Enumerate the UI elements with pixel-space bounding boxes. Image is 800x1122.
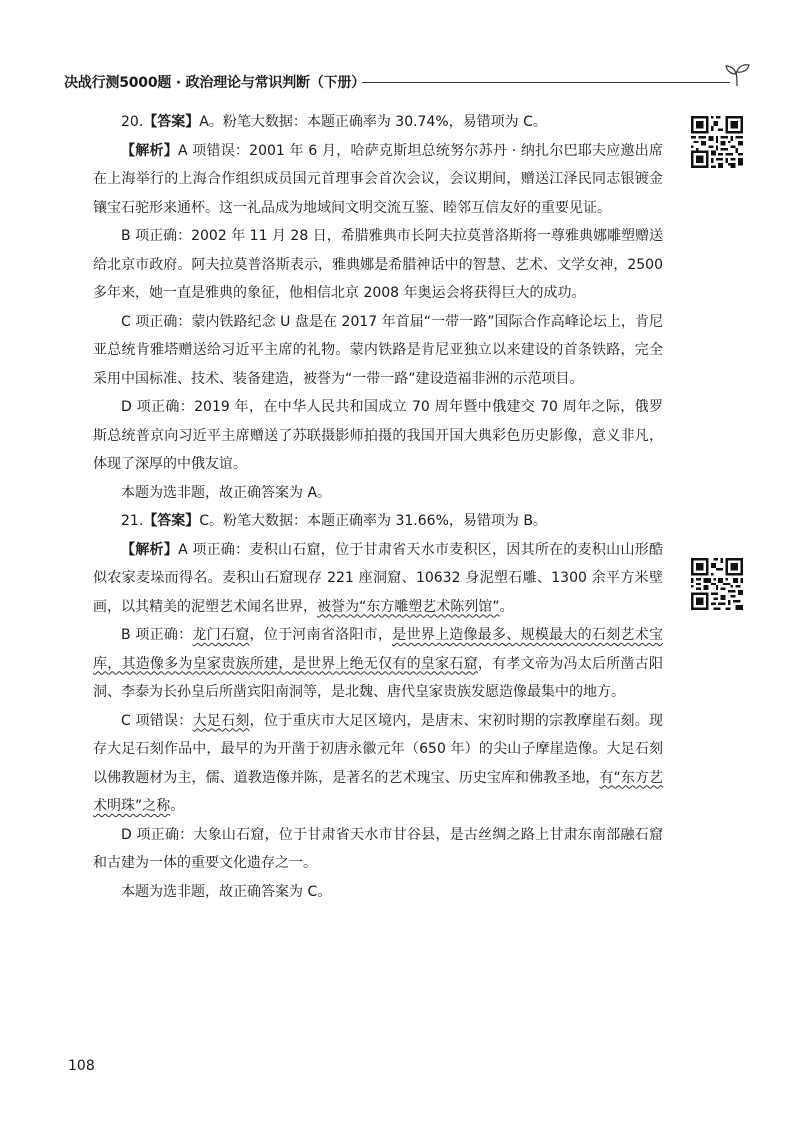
highlighted-text: 龙门石窟	[192, 627, 250, 643]
q21-analysis-c	[93, 707, 663, 821]
highlighted-text: 大足石刻	[192, 712, 250, 729]
q20-answer	[93, 108, 663, 137]
qr-code-icon[interactable]	[691, 116, 743, 168]
question-number: 20.	[121, 114, 144, 130]
highlighted-text: 有“东方艺术明珠”之称	[93, 769, 663, 814]
analysis-label: 【解析】	[121, 142, 178, 159]
answer-label: 【答案】	[143, 513, 200, 529]
answer-text: C。粉笔大数据：本题正确率为 31.66%，易错项为 B。	[199, 513, 547, 529]
analysis-text: 。	[170, 798, 185, 814]
q20-conclusion: 本题为选非题，故正确答案为 A。	[121, 484, 332, 501]
q20-analysis-b: B 项正确：2002 年 11 月 28 日，希腊雅典市长阿夫拉莫普洛斯将一尊雅典娜雕塑赠送给北京市政府。阿夫拉莫普洛斯表示，雅典娜是希腊神话中的智慧、艺术、文学女神，2500 多年来，她一直是雅典的象征，他相信北京 2008 年奥运会将获得巨大的成功。	[93, 228, 663, 301]
answer-text: A。粉笔大数据：本题正确率为 30.74%，易错项为 C。	[199, 114, 547, 130]
answer-label: 【答案】	[143, 114, 200, 130]
analysis-text: A 项错误：2001 年 6 月，哈萨克斯坦总统努尔苏丹 · 纳扎尔巴耶夫应邀出席在上海举行的上海合作组织成员国元首理事会首次会议，会议期间，赠送江泽民同志银镀金镶宝石驼形来通杯。这一礼品成为地域间文明交流互鉴、睦邻互信友好的重要见证。	[93, 142, 664, 216]
q21-conclusion: 本题为选非题，故正确答案为 C。	[121, 883, 332, 900]
q21-analysis-d: D 项正确：大象山石窟，位于甘肃省天水市甘谷县，是古丝绸之路上甘肃东南部融石窟和古建为一体的重要文化遗存之一。	[93, 826, 663, 871]
analysis-text: ，位于河南省洛阳市，	[249, 627, 393, 643]
highlighted-text: 被誉为“东方雕塑艺术陈列馆”	[317, 598, 500, 615]
analysis-text: A 项正确：麦积山石窟，位于甘肃省天水市麦积区，因其所在的麦积山山形酷似农家麦垛而得名。麦积山石窟现存 221 座洞窟、10632 身泥塑石雕、1300 余平方米壁画，以其精美的泥塑艺术闻名世界，	[93, 541, 663, 615]
q21-analysis-b	[93, 621, 663, 707]
page-body	[93, 108, 663, 906]
running-header	[62, 62, 752, 98]
analysis-text: B 项正确：	[121, 627, 193, 643]
sprout-icon	[724, 62, 750, 88]
highlighted-text: 是世界上造像最多、规模最大的石刻艺术宝库，其造像多为皇家贵族所建，是世界上绝无仅有的皇家石窟	[93, 627, 664, 672]
analysis-label: 【解析】	[121, 541, 179, 558]
page-number: 108	[68, 1058, 95, 1074]
q21-analysis-a	[93, 536, 663, 622]
question-number: 21.	[121, 513, 144, 529]
q20-analysis-c: C 项正确：蒙内铁路纪念 U 盘是在 2017 年首届“一带一路”国际合作高峰论坛上，肯尼亚总统肯雅塔赠送给习近平主席的礼物。蒙内铁路是肯尼亚独立以来建设的首条铁路，完全采用中国标准、技术、装备建造，被誉为“一带一路”建设造福非洲的示范项目。	[93, 313, 663, 387]
q20-analysis-a	[93, 137, 663, 223]
book-title: 决战行测5000题 · 政治理论与常识判断（下册）	[64, 75, 366, 91]
qr-code-icon[interactable]	[691, 558, 743, 610]
analysis-text: ，位于重庆市大足区境内，是唐末、宋初时期的宗教摩崖石刻。现存大足石刻作品中，最早的为开凿于初唐永徽元年（650 年）的尖山子摩崖造像。大足石刻以佛教题材为主，儒、道教造像并陈，是著名的艺术瑰宝、历史宝库和佛教圣地，	[93, 712, 663, 786]
analysis-text: 。	[499, 598, 514, 615]
header-rule	[362, 82, 730, 83]
q21-answer	[93, 507, 663, 536]
analysis-text: ，有孝文帝为冯太后所凿古阳洞、李泰为长孙皇后所凿宾阳南洞等，是北魏、唐代皇家贵族发愿造像最集中的地方。	[93, 655, 663, 700]
q20-analysis-d: D 项正确：2019 年，在中华人民共和国成立 70 周年暨中俄建交 70 周年之际，俄罗斯总统普京向习近平主席赠送了苏联摄影师拍摄的我国开国大典彩色历史影像，意义非凡，体现了深厚的中俄友谊。	[93, 399, 663, 472]
analysis-text: C 项错误：	[121, 712, 193, 729]
